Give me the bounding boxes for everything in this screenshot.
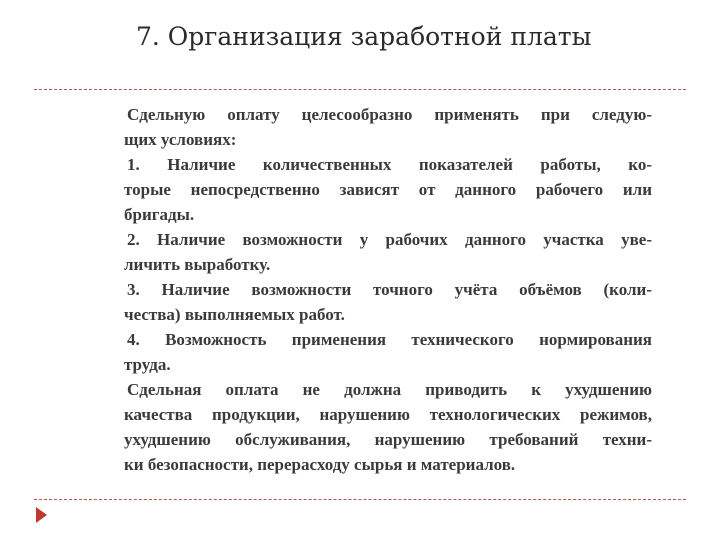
text-line: 1. Наличие количественных показателей работы, ко-: [127, 155, 652, 174]
text-line: Сдельную оплату целесообразно применять при следую-: [127, 105, 652, 124]
text-line: 3. Наличие возможности точного учёта объёмов (коли-: [127, 280, 652, 299]
text-line: бригады.: [124, 205, 195, 224]
text-line: Сдельная оплата не должна приводить к ухудшению: [127, 380, 652, 399]
text-line: качества продукции, нарушению технологических режимов,: [124, 405, 652, 424]
text-line: щих условиях:: [124, 130, 237, 149]
top-divider: [34, 89, 686, 90]
bottom-divider: [34, 499, 686, 500]
text-line: личить выработку.: [124, 255, 271, 274]
body-text: [124, 102, 652, 477]
text-line: ки безопасности, перерасходу сырья и материалов.: [124, 455, 516, 474]
text-line: труда.: [124, 355, 171, 374]
text-line: ухудшению обслуживания, нарушению требований техни-: [124, 430, 652, 449]
text-line: чества) выполняемых работ.: [124, 305, 345, 324]
triangle-bullet-icon: [36, 507, 47, 523]
text-line: торые непосредственно зависят от данного рабочего или: [124, 180, 652, 199]
slide-title: 7. Организация заработной платы: [136, 22, 592, 51]
text-line: 4. Возможность применения технического нормирования: [127, 330, 652, 349]
text-line: 2. Наличие возможности у рабочих данного участка уве-: [127, 230, 652, 249]
